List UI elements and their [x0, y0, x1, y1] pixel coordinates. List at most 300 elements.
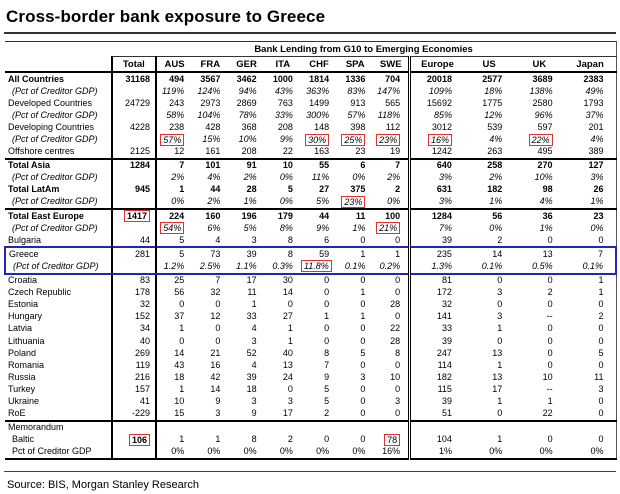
- cell: 3: [251, 335, 257, 346]
- row-label: (Pct of Creditor GDP): [5, 172, 112, 184]
- cell: 78%: [238, 109, 257, 120]
- cell: 0: [565, 323, 616, 335]
- table-row: [5, 72, 616, 85]
- table-row: [5, 184, 616, 196]
- row-label: Romania: [5, 359, 112, 371]
- table-row: [5, 109, 616, 121]
- table-row: [5, 146, 616, 159]
- cell: 118%: [373, 109, 409, 121]
- cell: 398: [350, 121, 366, 132]
- row-label: Poland: [5, 347, 112, 359]
- cell: [112, 133, 156, 145]
- cell: 3: [287, 395, 293, 406]
- cell: 269: [112, 347, 156, 359]
- cell: 6: [337, 159, 373, 172]
- table-row: [5, 371, 616, 383]
- cell: 83%: [347, 85, 366, 96]
- cell: 94%: [238, 85, 257, 96]
- cell: 0: [373, 383, 409, 395]
- cell: 0: [373, 287, 409, 299]
- table-row: [5, 222, 616, 234]
- cell: 2.5%: [192, 260, 228, 273]
- table-row: [5, 172, 616, 184]
- cell: 1: [497, 395, 503, 406]
- cell: 179: [265, 209, 301, 222]
- cell: 4: [215, 234, 221, 245]
- cell: 85%: [433, 109, 452, 120]
- cell: [112, 109, 156, 121]
- cell: 3: [360, 371, 366, 382]
- cell: 9: [324, 371, 330, 382]
- cell: 37: [174, 311, 185, 322]
- cell: [112, 260, 156, 273]
- cell: --: [546, 383, 553, 394]
- cell: 0: [324, 434, 330, 445]
- page-title: Cross-border bank exposure to Greece: [6, 7, 326, 26]
- cell: 1: [287, 323, 293, 334]
- cell: [337, 196, 373, 209]
- cell: 3: [497, 311, 503, 322]
- cell: 1499: [309, 97, 330, 108]
- cell: 7: [324, 359, 330, 370]
- highlight-box: 54%: [160, 222, 184, 234]
- cell: 41: [112, 395, 156, 407]
- cell: 1284: [112, 159, 156, 172]
- cell: 7: [215, 275, 221, 286]
- row-label: (Pct of Creditor GDP): [5, 196, 112, 209]
- cell: 5: [179, 234, 185, 245]
- cell: 201: [565, 121, 616, 133]
- cell: 3: [215, 408, 221, 419]
- cell: 0: [565, 335, 616, 347]
- cell: 3462: [236, 73, 257, 84]
- cell: 1: [179, 383, 185, 394]
- cell: 704: [373, 72, 409, 85]
- cell: 44: [301, 209, 337, 222]
- cell: 21: [210, 347, 221, 358]
- cell: 1336: [345, 73, 366, 84]
- cell: 2: [547, 287, 553, 298]
- cell: 119%: [161, 85, 185, 96]
- group-header-title: Bank Lending from G10 to Emerging Economies: [112, 42, 616, 57]
- cell: 73: [192, 247, 228, 260]
- cell: 33%: [274, 109, 293, 120]
- table-head: [5, 42, 616, 73]
- cell: 0%: [464, 446, 514, 459]
- table-row: [5, 121, 616, 133]
- cell: 28: [246, 184, 257, 195]
- highlight-box: 23%: [341, 196, 365, 208]
- column-header: US: [464, 57, 514, 73]
- row-label: Croatia: [5, 274, 112, 287]
- cell: 640: [410, 159, 464, 172]
- cell: 32: [112, 299, 156, 311]
- cell: [301, 133, 337, 145]
- cell: 2%: [171, 172, 185, 183]
- row-label: All Countries: [5, 72, 112, 85]
- cell: 40: [112, 335, 156, 347]
- cell: 375: [350, 184, 366, 195]
- highlight-box: 78: [384, 434, 400, 446]
- table-row: [5, 274, 616, 287]
- cell: 9: [251, 408, 257, 419]
- cell: 3%: [565, 172, 616, 184]
- row-label: Lithuania: [5, 335, 112, 347]
- cell: 0: [360, 335, 366, 346]
- cell: 0: [373, 408, 409, 421]
- cell: 43%: [274, 85, 293, 96]
- cell: 0%: [373, 196, 409, 209]
- cell: 1814: [309, 73, 330, 84]
- cell: 0%: [565, 446, 616, 459]
- cell: 138%: [529, 85, 553, 96]
- cell: 10: [542, 371, 553, 382]
- cell: 15%: [202, 134, 221, 145]
- cell: 9%: [279, 134, 293, 145]
- cell: 56: [174, 287, 185, 298]
- cell: 3: [251, 234, 257, 245]
- cell: 0%: [489, 222, 503, 233]
- cell: 4%: [565, 133, 616, 145]
- cell: 182: [436, 371, 452, 382]
- cell: 58%: [166, 109, 185, 120]
- cell: 7: [565, 247, 616, 260]
- cell: 5: [324, 395, 330, 406]
- cell: 40: [282, 347, 293, 358]
- cell: 0: [565, 234, 616, 247]
- cell: 17: [492, 383, 503, 394]
- cell: 9%: [316, 222, 330, 233]
- cell: 0: [324, 323, 330, 334]
- cell: 258: [464, 159, 514, 172]
- cell: 428: [205, 121, 221, 132]
- cell: 235: [410, 247, 464, 260]
- column-header-row: [5, 57, 616, 73]
- cell: 1: [565, 287, 616, 299]
- cell: [373, 222, 409, 234]
- column-header: Total: [112, 57, 156, 73]
- cell: 0: [373, 274, 409, 287]
- table-row: [5, 311, 616, 323]
- cell: 18: [174, 371, 185, 382]
- cell: 1000: [272, 73, 293, 84]
- cell: 172: [436, 287, 452, 298]
- cell: 2125: [112, 146, 156, 159]
- cell: 1: [287, 335, 293, 346]
- cell: [337, 133, 373, 145]
- cell: 208: [241, 146, 257, 157]
- title-divider: [4, 32, 616, 34]
- cell: [112, 85, 156, 97]
- cell: 4%: [539, 196, 553, 207]
- cell: 14: [464, 247, 514, 260]
- cell: 10: [265, 159, 301, 172]
- table-row: [5, 446, 616, 459]
- cell: 12: [174, 146, 185, 157]
- cell: 19: [373, 146, 409, 159]
- cell: 0: [565, 434, 616, 446]
- cell: [112, 222, 156, 234]
- cell: [514, 133, 564, 145]
- cell: 3%: [438, 196, 452, 207]
- cell: [410, 133, 464, 145]
- highlight-box: 30%: [305, 134, 329, 146]
- cell: 0: [497, 299, 503, 310]
- cell: 160: [192, 209, 228, 222]
- cell: 763: [277, 97, 293, 108]
- cell: 148: [314, 121, 330, 132]
- row-label: Hungary: [5, 311, 112, 323]
- cell: 1242: [431, 146, 452, 157]
- cell: [337, 421, 373, 434]
- row-label: Pct of Creditor GDP: [5, 446, 112, 459]
- table-row: [5, 323, 616, 335]
- cell: 0: [215, 323, 221, 334]
- cell: 101: [192, 159, 228, 172]
- cell: 0: [565, 395, 616, 407]
- cell: 1.1%: [228, 260, 264, 273]
- row-label: Bulgaria: [5, 234, 112, 247]
- cell: 0: [565, 359, 616, 371]
- cell: 14: [174, 347, 185, 358]
- table-row: [5, 247, 616, 260]
- cell: 0%: [279, 196, 293, 207]
- cell: 8: [373, 347, 409, 359]
- cell: 37%: [565, 109, 616, 121]
- cell: 32: [441, 299, 452, 310]
- cell: 2869: [236, 97, 257, 108]
- cell: 15: [174, 408, 185, 419]
- cell: 1: [251, 299, 257, 310]
- cell: 4%: [489, 134, 503, 145]
- cell: [156, 421, 192, 434]
- cell: 389: [565, 146, 616, 159]
- column-header: CHF: [301, 57, 337, 73]
- cell: 1%: [410, 446, 464, 459]
- cell: 2: [287, 434, 293, 445]
- cell: 22: [542, 408, 553, 419]
- cell: 161: [205, 146, 221, 157]
- table-row: [5, 383, 616, 395]
- cell: 0: [287, 383, 293, 394]
- column-header: AUS: [156, 57, 192, 73]
- cell: 0: [497, 408, 503, 419]
- cell: [192, 421, 228, 434]
- cell: 20018: [426, 73, 452, 84]
- cell: 2: [373, 184, 409, 196]
- cell: 9: [215, 395, 221, 406]
- cell: 18%: [484, 85, 503, 96]
- cell: 55: [301, 159, 337, 172]
- cell: 112: [373, 121, 409, 133]
- row-label: Total LatAm: [5, 184, 112, 196]
- column-header: SPA: [337, 57, 373, 73]
- cell: [112, 209, 156, 222]
- table-row: [5, 408, 616, 421]
- cell: 5: [360, 347, 366, 358]
- column-header: ITA: [265, 57, 301, 73]
- cell: 0: [547, 335, 553, 346]
- highlight-box: 16%: [428, 134, 452, 146]
- cell: [228, 421, 264, 434]
- row-label: Baltic: [5, 434, 112, 446]
- cell: 36: [514, 209, 564, 222]
- cell: 0: [324, 287, 330, 298]
- cell: 5%: [316, 196, 330, 207]
- cell: -229: [112, 408, 156, 421]
- cell: [156, 133, 192, 145]
- cell: 42: [210, 371, 221, 382]
- cell: 163: [314, 146, 330, 157]
- cell: 1: [547, 395, 553, 406]
- exposure-table: [4, 41, 617, 460]
- cell: 4: [251, 359, 257, 370]
- cell: [112, 421, 156, 434]
- row-label: RoE: [5, 408, 112, 421]
- cell: 263: [487, 146, 503, 157]
- cell: 0%: [352, 172, 366, 183]
- cell: 31168: [112, 72, 156, 85]
- cell: 81: [441, 275, 452, 286]
- cell: 13: [492, 371, 503, 382]
- cell: 0: [360, 234, 366, 245]
- cell: 33: [441, 323, 452, 334]
- cell: 631: [436, 184, 452, 195]
- cell: 945: [112, 184, 156, 196]
- column-header: UK: [514, 57, 564, 73]
- cell: 59: [301, 247, 337, 260]
- cell: 11: [337, 209, 373, 222]
- column-header: GER: [228, 57, 264, 73]
- table-row: [5, 209, 616, 222]
- cell: 7: [156, 159, 192, 172]
- highlight-box: 11.8%: [301, 260, 332, 272]
- cell: 127: [565, 159, 616, 172]
- cell: 0%: [228, 446, 264, 459]
- cell: 2580: [532, 97, 553, 108]
- cell: 152: [112, 311, 156, 323]
- cell: 0: [497, 335, 503, 346]
- cell: 1.3%: [410, 260, 464, 273]
- cell: 5: [156, 247, 192, 260]
- row-label: Offshore centres: [5, 146, 112, 159]
- cell: 1: [179, 184, 185, 195]
- cell: 2577: [482, 73, 503, 84]
- cell: 16: [210, 359, 221, 370]
- cell: 0: [360, 434, 366, 445]
- table-row: [5, 299, 616, 311]
- cell: 8: [287, 234, 293, 245]
- cell: 1: [179, 323, 185, 334]
- column-header: Europe: [410, 57, 464, 73]
- cell: 1: [179, 434, 185, 445]
- cell: 100: [373, 209, 409, 222]
- row-label: Memorandum: [5, 421, 112, 434]
- table-row: [5, 196, 616, 209]
- cell: 6: [324, 234, 330, 245]
- cell: 52: [246, 347, 257, 358]
- cell: 247: [436, 347, 452, 358]
- cell: 2%: [373, 172, 409, 184]
- cell: 124%: [197, 85, 221, 96]
- cell: 6%: [207, 222, 221, 233]
- cell: 57%: [347, 109, 366, 120]
- cell: [265, 421, 301, 434]
- cell: 1: [324, 311, 330, 322]
- row-label: (Pct of Creditor GDP): [5, 85, 112, 97]
- highlight-box: 21%: [376, 222, 400, 234]
- cell: 14: [210, 383, 221, 394]
- cell: 18: [246, 383, 257, 394]
- cell: 1%: [565, 196, 616, 209]
- row-label: Greece: [5, 247, 112, 260]
- cell: 8%: [279, 222, 293, 233]
- cell: 39: [228, 247, 264, 260]
- cell: 39: [441, 395, 452, 406]
- cell: 91: [228, 159, 264, 172]
- cell: 0: [547, 347, 553, 358]
- cell: 565: [373, 97, 409, 109]
- row-label: Total Asia: [5, 159, 112, 172]
- cell: 15692: [426, 97, 452, 108]
- cell: 2: [497, 234, 503, 245]
- cell: 1%: [489, 196, 503, 207]
- cell: 0%: [265, 446, 301, 459]
- cell: 0: [324, 275, 330, 286]
- cell: 0: [324, 299, 330, 310]
- row-label: Developed Countries: [5, 97, 112, 109]
- cell: 3: [373, 395, 409, 407]
- cell: 0: [360, 408, 366, 419]
- cell: 2973: [200, 97, 221, 108]
- cell: 10: [373, 371, 409, 383]
- cell: 30: [282, 275, 293, 286]
- cell: 300%: [306, 109, 330, 120]
- cell: 27: [282, 311, 293, 322]
- cell: 11: [565, 371, 616, 383]
- cell: 28: [373, 299, 409, 311]
- cell: 1: [565, 274, 616, 287]
- cell: 0: [360, 275, 366, 286]
- cell: 0: [179, 299, 185, 310]
- cell: [565, 421, 616, 434]
- cell: 1793: [565, 97, 616, 109]
- cell: 22: [282, 146, 293, 157]
- cell: [410, 421, 464, 434]
- cell: 1: [360, 287, 366, 298]
- highlight-box: 1417: [124, 210, 150, 222]
- cell: 0.5%: [514, 260, 564, 273]
- cell: 216: [112, 371, 156, 383]
- cell: [156, 222, 192, 234]
- cell: 24: [282, 371, 293, 382]
- cell: 1: [360, 311, 366, 322]
- cell: 0: [360, 323, 366, 334]
- cell: 243: [169, 97, 185, 108]
- cell: 0: [565, 299, 616, 311]
- cell: 1: [497, 434, 503, 445]
- table-row: [5, 85, 616, 97]
- cell: 0%: [171, 196, 185, 207]
- cell: 39: [441, 234, 452, 245]
- cell: 24729: [112, 97, 156, 109]
- cell: 2: [565, 311, 616, 323]
- cell: 196: [228, 209, 264, 222]
- cell: 4%: [207, 172, 221, 183]
- column-header: Japan: [565, 57, 616, 73]
- cell: 0: [179, 335, 185, 346]
- cell: 5: [324, 383, 330, 394]
